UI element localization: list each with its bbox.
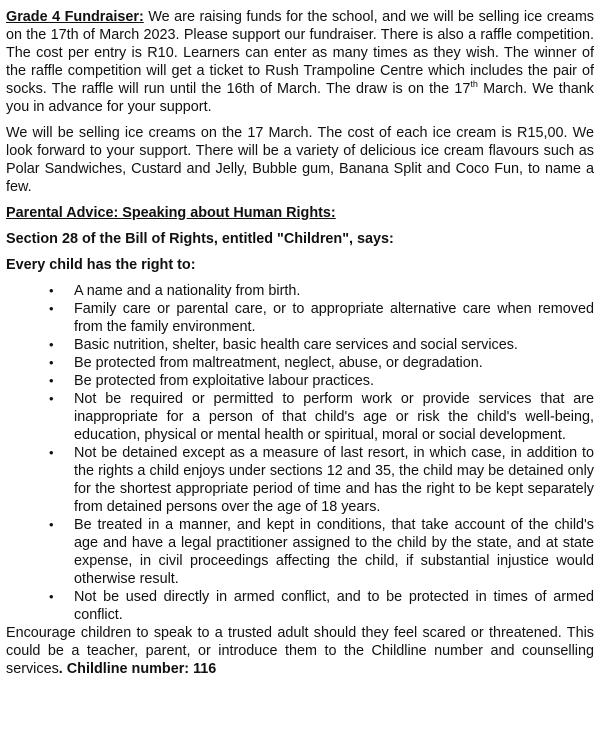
bullet-icon: • bbox=[49, 283, 54, 298]
list-item bbox=[6, 354, 594, 372]
rights-intro: Every child has the right to: bbox=[6, 257, 196, 273]
bullet-icon: • bbox=[49, 589, 54, 604]
bullet-icon: • bbox=[49, 373, 54, 388]
list-item-text: A name and a nationality from birth. bbox=[74, 283, 301, 299]
list-item-text: Not be used directly in armed conflict, and to be protected in times of armed conflict. bbox=[74, 589, 594, 623]
bullet-icon: • bbox=[49, 391, 54, 406]
section-heading: Section 28 of the Bill of Rights, entitled "Children", says: bbox=[6, 231, 394, 247]
list-item bbox=[6, 588, 594, 624]
list-item-text: Be treated in a manner, and kept in conditions, that take account of the child's age and have a legal practitioner assigned to the child by the state, and at state expense, in civil proceedings affecting the child, if substantial injustice would otherwise result. bbox=[74, 517, 594, 587]
list-item-text: Be protected from exploitative labour practices. bbox=[74, 373, 374, 389]
parental-advice-heading: Parental Advice: Speaking about Human Rights: bbox=[6, 205, 336, 221]
list-item bbox=[6, 282, 594, 300]
list-item-text: Not be required or permitted to perform work or provide services that are inappropriate for a person of that child's age or risk the child's well-being, education, physical or mental health or spiritual, moral or social development. bbox=[74, 391, 594, 443]
list-item bbox=[6, 390, 594, 444]
closing-text: Encourage children to speak to a trusted adult should they feel scared or threatened. This could be a teacher, parent, or introduce them to the Childline number and counselling services bbox=[6, 625, 594, 677]
list-item bbox=[6, 336, 594, 354]
list-item bbox=[6, 444, 594, 516]
fundraiser-text-end: March. We thank you in advance for your support. bbox=[6, 81, 594, 115]
bullet-icon: • bbox=[49, 301, 54, 316]
list-item-text: Be protected from maltreatment, neglect, abuse, or degradation. bbox=[74, 355, 483, 371]
rights-list bbox=[6, 282, 594, 624]
list-item bbox=[6, 372, 594, 390]
list-item-text: Basic nutrition, shelter, basic health care services and social services. bbox=[74, 337, 518, 353]
bullet-icon: • bbox=[49, 355, 54, 370]
bullet-icon: • bbox=[49, 337, 54, 352]
ice-cream-paragraph: We will be selling ice creams on the 17 March. The cost of each ice cream is R15,00. We look forward to your support. There will be a variety of delicious ice cream flavours such as Polar Sandwiches, Custard and Jelly, Bubble gum, Banana Split and Coco Fun, to name a few. bbox=[6, 125, 594, 195]
bullet-icon: • bbox=[49, 445, 54, 460]
document-page bbox=[6, 8, 594, 678]
fundraiser-heading: Grade 4 Fundraiser: bbox=[6, 9, 144, 25]
fundraiser-paragraph bbox=[6, 8, 594, 116]
list-item-text: Not be detained except as a measure of last resort, in which case, in addition to the rights a child enjoys under sections 12 and 35, the child may be detained only for the shortest appropriate period of time and has the right to be kept separately from detained persons over the age of 18 years. bbox=[74, 445, 594, 515]
list-item bbox=[6, 300, 594, 336]
fundraiser-text: We are raising funds for the school, and we will be selling ice creams on the 17th of March 2023. Please support our fundraiser. There is also a raffle competition. The cost per entry is R10. Learners can enter as many times as they wish. The winner of the raffle competition will get a ticket to Rush Trampoline Centre which includes the pair of socks. The raffle will run until the 16th of March. The draw is on the 17 bbox=[6, 9, 594, 97]
bullet-icon: • bbox=[49, 517, 54, 532]
childline-number: . Childline number: 116 bbox=[58, 661, 217, 677]
fundraiser-superscript: th bbox=[470, 79, 478, 90]
closing-paragraph bbox=[6, 624, 594, 678]
list-item bbox=[6, 516, 594, 588]
list-item-text: Family care or parental care, or to appropriate alternative care when removed from the family environment. bbox=[74, 301, 594, 335]
